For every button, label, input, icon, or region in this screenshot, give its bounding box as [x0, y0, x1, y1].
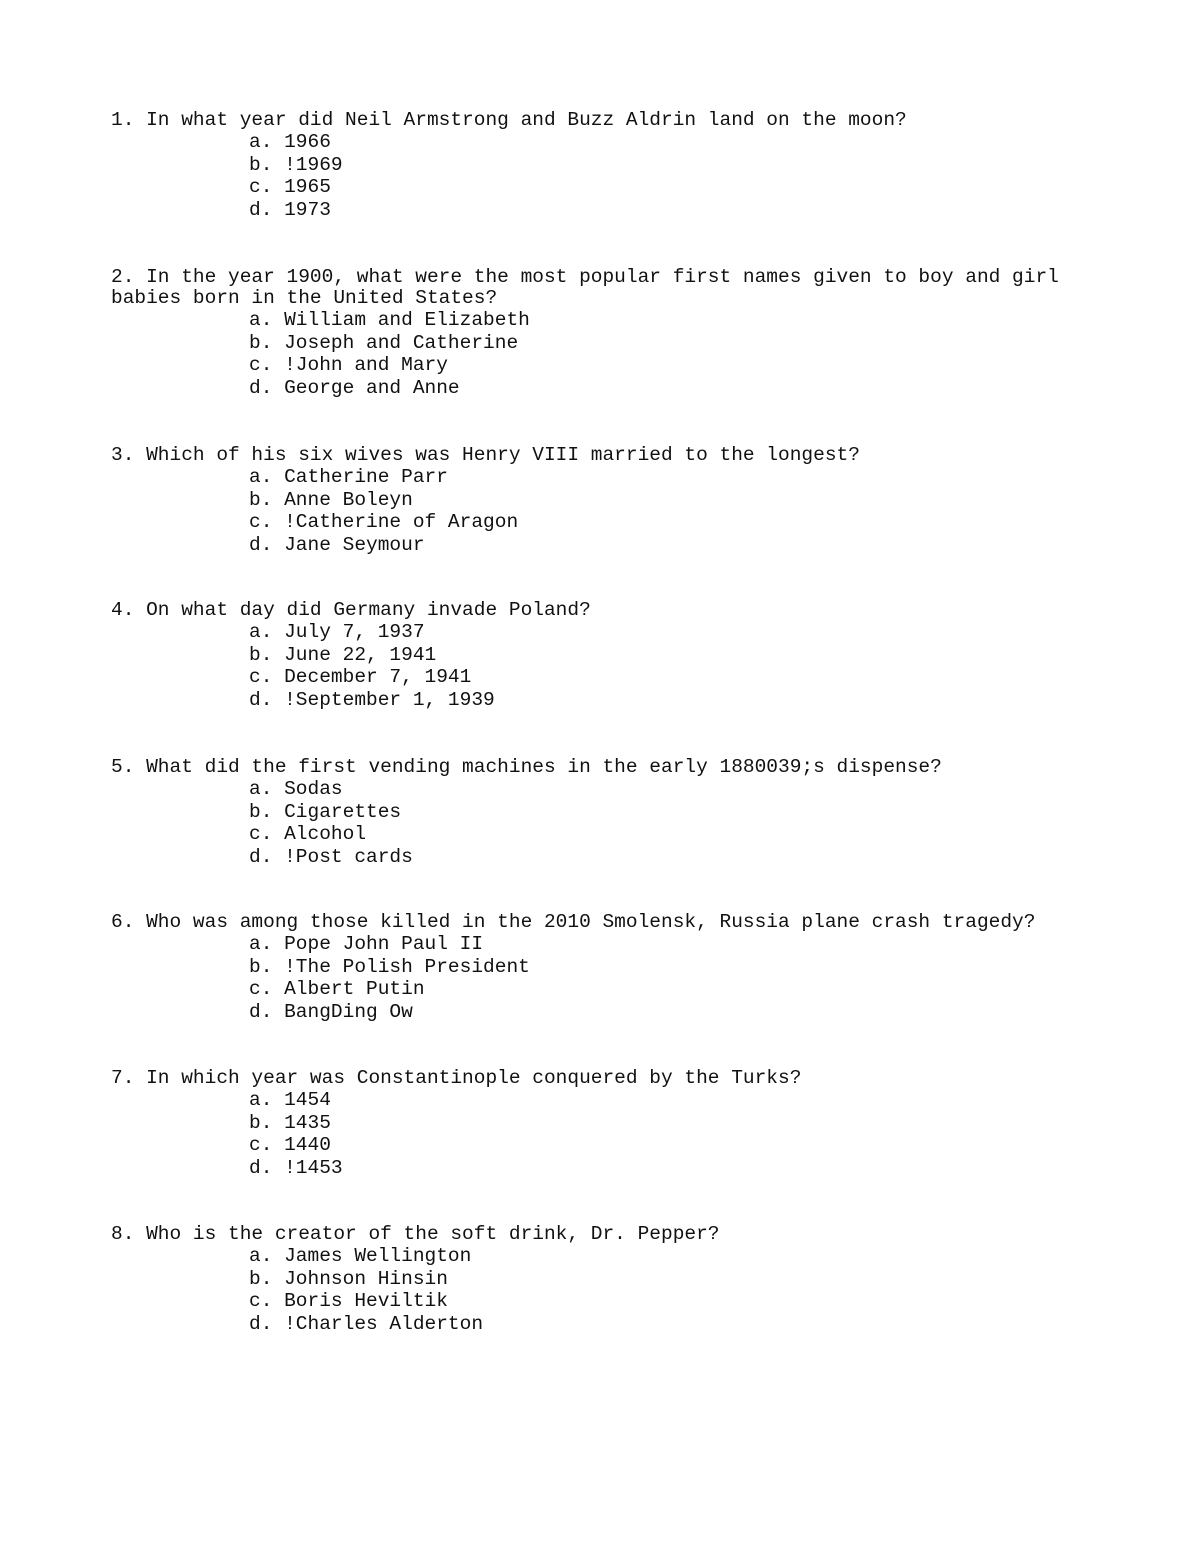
answer-options	[111, 1245, 1081, 1335]
answer-options	[111, 131, 1081, 221]
question-5	[111, 757, 1081, 868]
answer-options	[111, 1089, 1081, 1179]
answer-option-c: c. 1440	[249, 1134, 331, 1156]
question-4	[111, 600, 1081, 711]
answer-option-c: c. !Catherine of Aragon	[249, 511, 519, 533]
answer-option-c: c. !John and Mary	[249, 354, 448, 376]
answer-option-a: a. William and Elizabeth	[249, 309, 530, 331]
answer-option-c: c. 1965	[249, 176, 331, 198]
answer-options	[111, 621, 1081, 711]
answer-option-a: a. James Wellington	[249, 1245, 472, 1267]
answer-option-c: c. Boris Heviltik	[249, 1290, 448, 1312]
answer-option-b: b. Anne Boleyn	[249, 488, 413, 511]
answer-option-c: c. Alcohol	[249, 823, 367, 845]
answer-option-b: b. 1435	[249, 1111, 331, 1134]
question-text: 6. Who was among those killed in the 2010 Smolensk, Russia plane crash tragedy?	[111, 911, 1036, 933]
answer-option-b: b. Johnson Hinsin	[249, 1267, 448, 1290]
question-1	[111, 110, 1081, 221]
answer-options	[111, 778, 1081, 868]
answer-option-a: a. Pope John Paul II	[249, 933, 484, 955]
answer-options	[111, 933, 1081, 1023]
question-6	[111, 912, 1081, 1023]
question-2	[111, 267, 1081, 399]
question-text: 7. In which year was Constantinople conquered by the Turks?	[111, 1067, 802, 1089]
answer-options	[111, 466, 1081, 556]
answer-option-d: d. 1973	[249, 198, 331, 221]
question-8	[111, 1224, 1081, 1335]
answer-option-c: c. Albert Putin	[249, 978, 425, 1000]
answer-option-d: d. Jane Seymour	[249, 533, 425, 556]
answer-option-b: b. Cigarettes	[249, 800, 402, 823]
answer-option-d: d. !1453	[249, 1156, 343, 1179]
question-text: 3. Which of his six wives was Henry VIII married to the longest?	[111, 444, 860, 466]
answer-option-a: a. July 7, 1937	[249, 621, 425, 643]
question-7	[111, 1068, 1081, 1179]
question-text: 1. In what year did Neil Armstrong and Buzz Aldrin land on the moon?	[111, 109, 907, 131]
question-text: 4. On what day did Germany invade Poland?	[111, 599, 591, 621]
answer-option-b: b. !1969	[249, 153, 343, 176]
answer-option-b: b. Joseph and Catherine	[249, 331, 519, 354]
answer-option-d: d. !September 1, 1939	[249, 688, 495, 711]
answer-option-b: b. !The Polish President	[249, 955, 530, 978]
answer-option-a: a. Catherine Parr	[249, 466, 448, 488]
answer-option-d: d. BangDing Ow	[249, 1000, 413, 1023]
answer-options	[111, 309, 1081, 399]
answer-option-a: a. 1454	[249, 1089, 331, 1111]
answer-option-d: d. George and Anne	[249, 376, 460, 399]
answer-option-a: a. Sodas	[249, 778, 343, 800]
answer-option-d: d. !Charles Alderton	[249, 1312, 484, 1335]
answer-option-a: a. 1966	[249, 131, 331, 153]
question-text: 5. What did the first vending machines in the early 1880039;s dispense?	[111, 756, 942, 778]
question-text: 2. In the year 1900, what were the most popular first names given to boy and girl babies born in the United States?	[111, 266, 1071, 309]
question-text: 8. Who is the creator of the soft drink, Dr. Pepper?	[111, 1223, 720, 1245]
answer-option-c: c. December 7, 1941	[249, 666, 472, 688]
answer-option-b: b. June 22, 1941	[249, 643, 437, 666]
question-3	[111, 445, 1081, 556]
answer-option-d: d. !Post cards	[249, 845, 413, 868]
